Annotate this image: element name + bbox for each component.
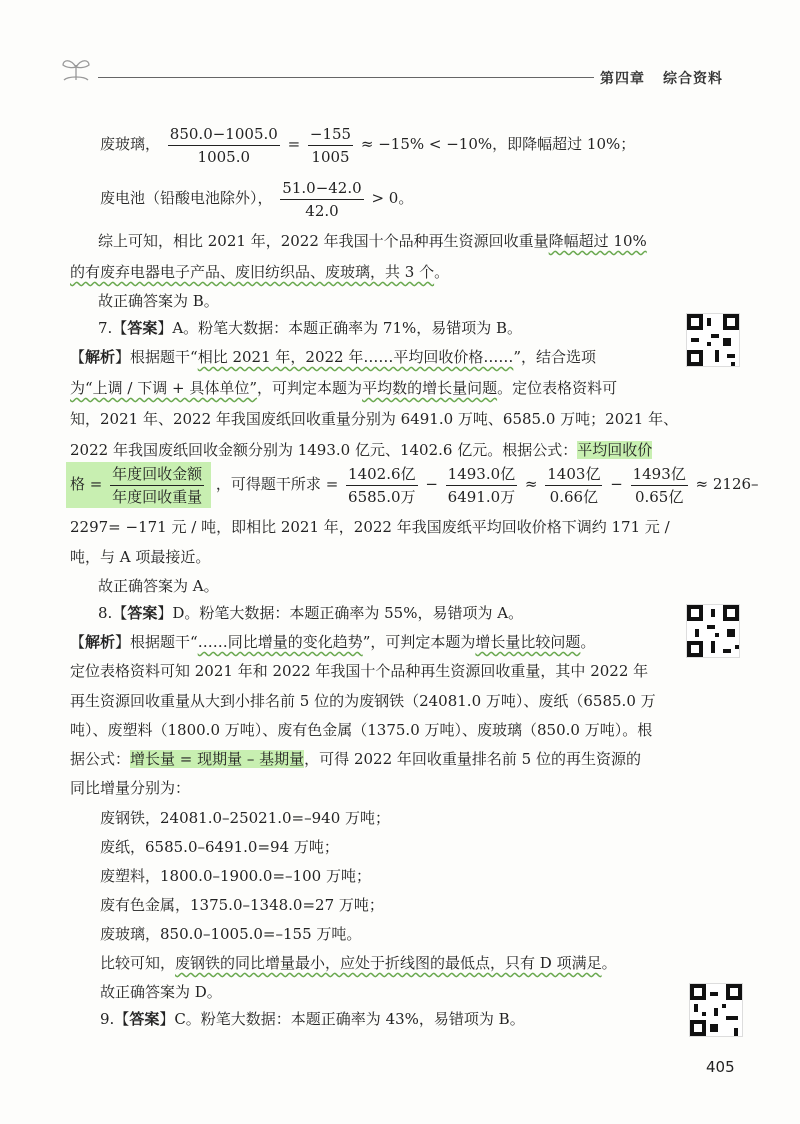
calc-glass: 废玻璃， $\frac{850.0-1005.0}{1005.0}$ = $\frac{-155}{1005}$ ≈ −15% < −10%，即降幅超过 10%； bbox=[100, 124, 636, 166]
calc-battery: 废电池（铅酸电池除外）， $\frac{51.0-42.0}{42.0}$ > 0。 bbox=[100, 178, 414, 220]
conclusion-line-1: 综上可知，相比 2021 年，2022 年我国十个品种再生资源回收重量降幅超过 10% bbox=[98, 232, 647, 250]
q8-analysis-5: 据公式：增长量 = 现期量 – 基期量，可得 2022 年回收重量排名前 5 位的再生资源的 bbox=[70, 750, 641, 768]
list-item: 废有色金属，1375.0–1348.0=27 万吨； bbox=[100, 896, 384, 914]
qr-code[interactable] bbox=[689, 983, 743, 1037]
fraction: $\frac{850.0-1005.0}{1005.0}$ bbox=[169, 124, 278, 166]
section-label: 综合资料 bbox=[663, 71, 723, 87]
q8-compare: 比较可知，废钢铁的同比增量最小，应处于折线图的最低点，只有 D 项满足。 bbox=[100, 954, 617, 972]
qr-icon bbox=[687, 605, 739, 657]
fraction: $\frac{-155}{1005}$ bbox=[309, 124, 352, 166]
answer-b: 故正确答案为 B。 bbox=[98, 292, 219, 310]
q7-analysis-4: 2022 年我国废纸回收金额分别为 1493.0 亿元、1402.6 亿元。根据公式：平均回收价 bbox=[70, 441, 653, 459]
q7-analysis-1: 【解析】根据题干“相比 2021 年，2022 年……平均回收价格……”，结合选项 bbox=[70, 348, 597, 366]
q7-analysis-6: 2297= −171 元 / 吨，即相比 2021 年，2022 年我国废纸平均回收价格下调约 171 元 / bbox=[70, 518, 670, 536]
sprout-icon bbox=[58, 56, 94, 82]
fraction: $\frac{\text{1403亿}}{\text{0.66亿}}$ bbox=[547, 464, 601, 506]
sprout-logo bbox=[58, 56, 94, 86]
q8-answer: 8.【答案】D。粉笔大数据：本题正确率为 55%，易错项为 A。 bbox=[98, 604, 524, 622]
chapter-label: 第四章 bbox=[600, 71, 645, 87]
fraction: $\frac{\text{年度回收金额}}{\text{年度回收重量}}$ bbox=[112, 464, 203, 506]
list-item: 废玻璃，850.0–1005.0=–155 万吨。 bbox=[100, 925, 362, 943]
fraction: $\frac{\text{1493亿}}{\text{0.65亿}}$ bbox=[632, 464, 686, 506]
list-item: 废塑料，1800.0–1900.0=–100 万吨； bbox=[100, 867, 371, 885]
fraction: $\frac{51.0-42.0}{42.0}$ bbox=[282, 178, 362, 220]
qr-icon bbox=[690, 984, 742, 1036]
q9-answer: 9.【答案】C。粉笔大数据：本题正确率为 43%，易错项为 B。 bbox=[100, 1010, 525, 1028]
q8-analysis-6: 同比增量分别为： bbox=[70, 779, 191, 797]
q7-analysis-7: 吨，与 A 项最接近。 bbox=[70, 548, 211, 566]
q7-answer-final: 故正确答案为 A。 bbox=[98, 577, 219, 595]
q8-analysis-2: 定位表格资料可知 2021 年和 2022 年我国十个品种再生资源回收重量，其中 2022 年 bbox=[70, 662, 649, 680]
q8-analysis-1: 【解析】根据题干“……同比增量的变化趋势”，可判定本题为增长量比较问题。 bbox=[70, 633, 596, 651]
q7-analysis-3: 知，2021 年、2022 年我国废纸回收重量分别为 6491.0 万吨、6585.0 万吨；2021 年、 bbox=[70, 410, 679, 428]
q8-analysis-4: 吨）、废塑料（1800.0 万吨）、废有色金属（1375.0 万吨）、废玻璃（850.0 万吨）。根 bbox=[70, 721, 653, 739]
q8-answer-final: 故正确答案为 D。 bbox=[100, 983, 222, 1001]
conclusion-line-2: 的有废弃电器电子产品、废旧纺织品、废玻璃，共 3 个。 bbox=[70, 263, 450, 281]
q7-formula: 格 = $\frac{\text{年度回收金额}}{\text{年度回收重量}}$ ，可得题干所求 = $\frac{\text{1402.6亿}}{\text{6585.0万}}$ − $\frac{\text{1493.0亿}}{\text{6491.0万}}$ ≈ $\frac{\text{1403亿}}{\text{0.66亿}}$ − $\frac{\text{1493亿}}{\text{0.65亿}}$ ≈ 2126– bbox=[66, 462, 759, 508]
qr-code[interactable] bbox=[686, 313, 740, 367]
running-header bbox=[600, 68, 723, 88]
header-rule bbox=[98, 77, 594, 78]
qr-code[interactable] bbox=[686, 604, 740, 658]
q7-answer: 7.【答案】A。粉笔大数据：本题正确率为 71%，易错项为 B。 bbox=[98, 319, 523, 337]
fraction: $\frac{\text{1402.6亿}}{\text{6585.0万}}$ bbox=[348, 464, 416, 506]
fraction: $\frac{\text{1493.0亿}}{\text{6491.0万}}$ bbox=[447, 464, 516, 506]
page-number: 405 bbox=[706, 1058, 735, 1076]
list-item: 废纸，6585.0–6491.0=94 万吨； bbox=[100, 838, 339, 856]
q7-analysis-2: 为“上调 / 下调 + 具体单位”，可判定本题为平均数的增长量问题。定位表格资料可 bbox=[70, 379, 618, 397]
q8-analysis-3: 再生资源回收重量从大到小排名前 5 位的为废钢铁（24081.0 万吨）、废纸（6585.0 万 bbox=[70, 692, 656, 710]
qr-icon bbox=[687, 314, 739, 366]
list-item: 废钢铁，24081.0–25021.0=–940 万吨； bbox=[100, 809, 391, 827]
